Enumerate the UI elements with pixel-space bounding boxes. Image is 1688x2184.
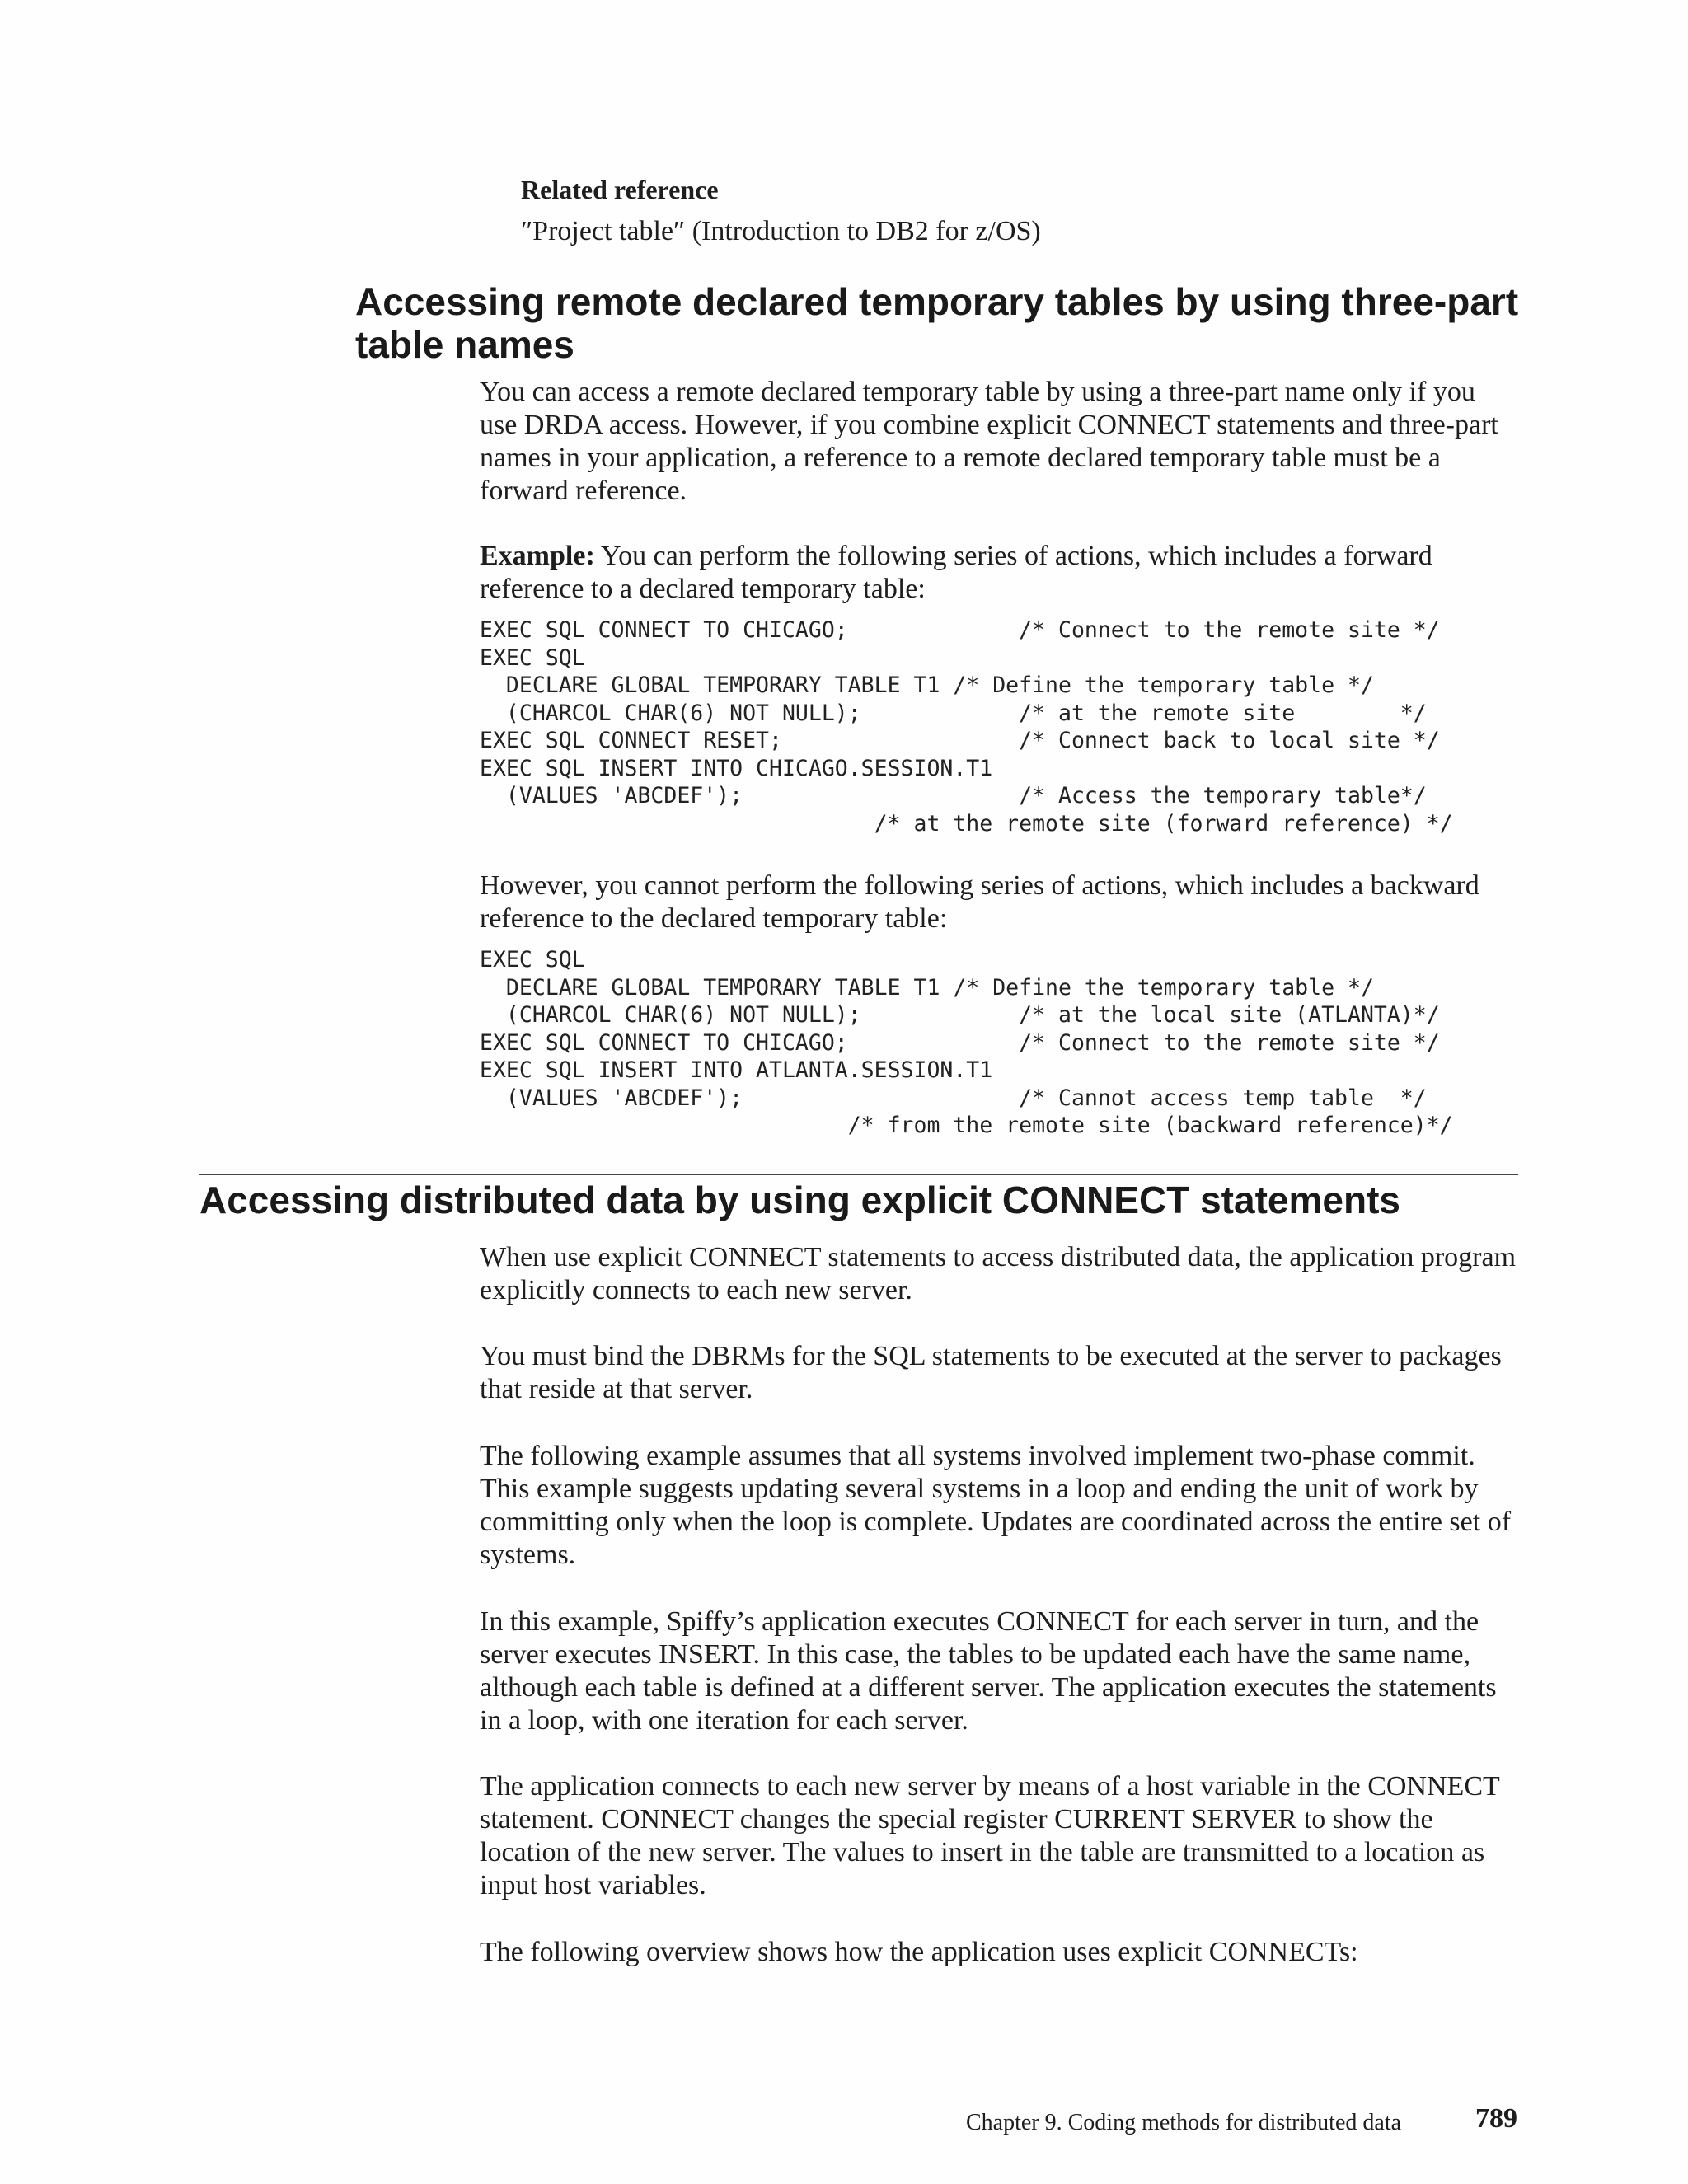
- however-paragraph: However, you cannot perform the following series of actions, which includes a backward reference to the declared temporary table:: [480, 870, 1479, 934]
- related-reference-label: Related reference: [521, 175, 719, 204]
- related-reference-link[interactable]: ″Project table″ (Introduction to DB2 for z/OS): [521, 216, 1041, 246]
- example-label: Example:: [480, 541, 595, 571]
- section2-paragraph-6: The following overview shows how the application uses explicit CONNECTs:: [480, 1937, 1358, 1967]
- example-text: You can perform the following series of actions, which includes a forward reference to a declared temporary table:: [480, 541, 1432, 604]
- example-paragraph: [480, 540, 1518, 606]
- section2-paragraph-2: You must bind the DBRMs for the SQL statements to be executed at the server to packages that reside at that server.: [480, 1341, 1502, 1404]
- section2-paragraph-3: The following example assumes that all systems involved implement two-phase commit. This example suggests updating several systems in a loop and ending the unit of work by committing only when the loop is complete. Updates are coordinated across the entire set of systems.: [480, 1441, 1512, 1570]
- section2-paragraph-4: In this example, Spiffy’s application executes CONNECT for each server in turn, and the server executes INSERT. In this case, the tables to be updated each have the same name, although each table is defined at a different server. The application executes the statements in a loop, with one iteration for each server.: [480, 1606, 1497, 1736]
- section2-paragraph-5: The application connects to each new server by means of a host variable in the CONNECT statement. CONNECT changes the special register CURRENT SERVER to show the location of the new server. The values to insert in the table are transmitted to a location as input host variables.: [480, 1771, 1500, 1900]
- section-heading-explicit-connect: Accessing distributed data by using explicit CONNECT statements: [199, 1179, 1400, 1221]
- section-divider: [199, 1174, 1518, 1175]
- section2-paragraph-1: When use explicit CONNECT statements to access distributed data, the application program explicitly connects to each new server.: [480, 1242, 1517, 1305]
- section-heading-remote-temp-tables: Accessing remote declared temporary tables by using three-part table names: [355, 280, 1519, 366]
- code-example-backward-reference: EXEC SQL DECLARE GLOBAL TEMPORARY TABLE T1 /* Define the temporary table */ (CHARCOL CHAR(6) NOT NULL); /* at the local site (ATLANTA)*/ EXEC SQL CONNECT TO CHICAGO; /* Connect to the remote site */ EXEC SQL INSERT INTO ATLANTA.SESSION.T1 (VALUES 'ABCDEF'); /* Cannot access temp table */ /* from the remote site (backward reference)*/: [480, 947, 1453, 1138]
- section1-intro-paragraph: You can access a remote declared temporary table by using a three-part name only if you use DRDA access. However, if you combine explicit CONNECT statements and three-part names in your application, a reference to a remote declared temporary table must be a forward reference.: [480, 377, 1498, 506]
- code-example-forward-reference: EXEC SQL CONNECT TO CHICAGO; /* Connect to the remote site */ EXEC SQL DECLARE GLOBAL TEMPORARY TABLE T1 /* Define the temporary table */ (CHARCOL CHAR(6) NOT NULL); /* at the remote site */ EXEC SQL CONNECT RESET; /* Connect back to local site */ EXEC SQL INSERT INTO CHICAGO.SESSION.T1 (VALUES 'ABCDEF'); /* Access the temporary table*/ /* at the remote site (forward reference) */: [480, 617, 1453, 837]
- footer-chapter-title: Chapter 9. Coding methods for distributed data: [966, 2110, 1402, 2135]
- footer-page-number: 789: [1475, 2103, 1517, 2134]
